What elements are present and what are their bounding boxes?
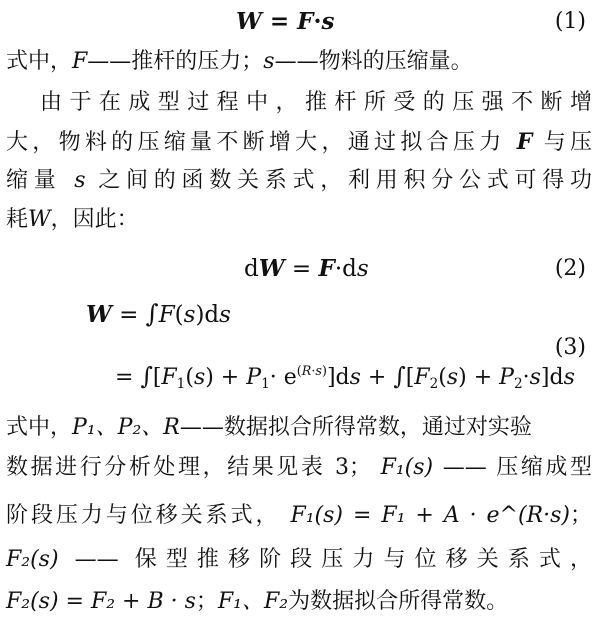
constants-f1-f2: F₁、F₂ bbox=[217, 589, 289, 614]
dash: —— bbox=[274, 49, 319, 74]
paragraph-2-line-1: 由于在成型过程中，推杆所受的压强不断增 bbox=[40, 90, 592, 115]
text: 保型推移阶段压力与位移关系式， bbox=[134, 547, 592, 572]
text: 为数据拟合所得常数。 bbox=[288, 589, 509, 614]
paragraph-3-line-4 bbox=[6, 542, 592, 578]
text: 阶段压力与位移关系式， bbox=[6, 503, 281, 528]
text: 缩量 bbox=[6, 168, 62, 193]
paragraph-2-line-2 bbox=[6, 124, 592, 160]
text: ，因此： bbox=[50, 207, 139, 232]
dash: —— bbox=[179, 415, 224, 440]
symbol-F: F bbox=[72, 49, 88, 74]
equation-2-number: (2) bbox=[554, 256, 586, 281]
equation-2: dW = F·ds bbox=[244, 255, 369, 282]
formula-f1: F₁(s) = F₁ + A · e^(R·s) bbox=[290, 503, 570, 528]
equation-1: W = F·s bbox=[236, 8, 335, 35]
paragraph-2-line-3 bbox=[6, 163, 592, 199]
text: 与压 bbox=[543, 130, 592, 155]
prefix: 式中， bbox=[6, 49, 73, 74]
equation-1-number: (1) bbox=[554, 9, 586, 34]
dash: —— bbox=[442, 455, 487, 480]
paragraph-3-line-5 bbox=[6, 584, 600, 620]
dash: —— bbox=[87, 49, 132, 74]
text: 数据进行分析处理，结果见表 3； bbox=[6, 455, 371, 480]
definition-line-1 bbox=[6, 44, 600, 80]
text: 压缩成型 bbox=[496, 455, 592, 480]
term-f2: F₂(s) bbox=[6, 547, 59, 572]
text: 之间的函数关系式，利用积分公式可得功 bbox=[98, 168, 592, 193]
term-f1: F₁(s) bbox=[380, 455, 434, 480]
formula-f2: F₂(s) = F₂ + B · s bbox=[6, 589, 196, 614]
definition-F: 推杆的压力； bbox=[131, 49, 264, 74]
symbol-s: s bbox=[263, 49, 275, 74]
symbol-F: F bbox=[516, 129, 533, 155]
text: 数据拟合所得常数，通过对实验 bbox=[223, 415, 532, 440]
paragraph-3-line-1 bbox=[6, 410, 600, 446]
symbol-W: W bbox=[28, 207, 51, 232]
equation-3-line-1: W = ∫F(s)ds bbox=[86, 299, 231, 328]
semicolon: ； bbox=[569, 503, 592, 528]
dash: —— bbox=[74, 547, 119, 572]
definition-s: 物料的压缩量。 bbox=[318, 49, 473, 74]
text: 耗 bbox=[6, 207, 29, 232]
paragraph-3-line-3 bbox=[6, 498, 592, 534]
equation-3-number: (3) bbox=[554, 335, 586, 360]
paragraph-3-line-2 bbox=[6, 450, 592, 486]
separator: ； bbox=[195, 589, 218, 614]
symbol-s: s bbox=[74, 168, 86, 193]
text: 大，物料的压缩量不断增大，通过拟合压力 bbox=[6, 130, 506, 155]
constants-p1-p2-r: P₁、P₂、R bbox=[72, 415, 180, 440]
prefix: 式中， bbox=[6, 415, 73, 440]
paragraph-2-line-4 bbox=[6, 202, 600, 238]
equation-3-line-2: = $\int[F_1(s) + P_1\cdot e^{(R\cdot s)}]ds + \int[F_2(s) + P_2\cdot s]ds$ bbox=[115, 362, 575, 392]
